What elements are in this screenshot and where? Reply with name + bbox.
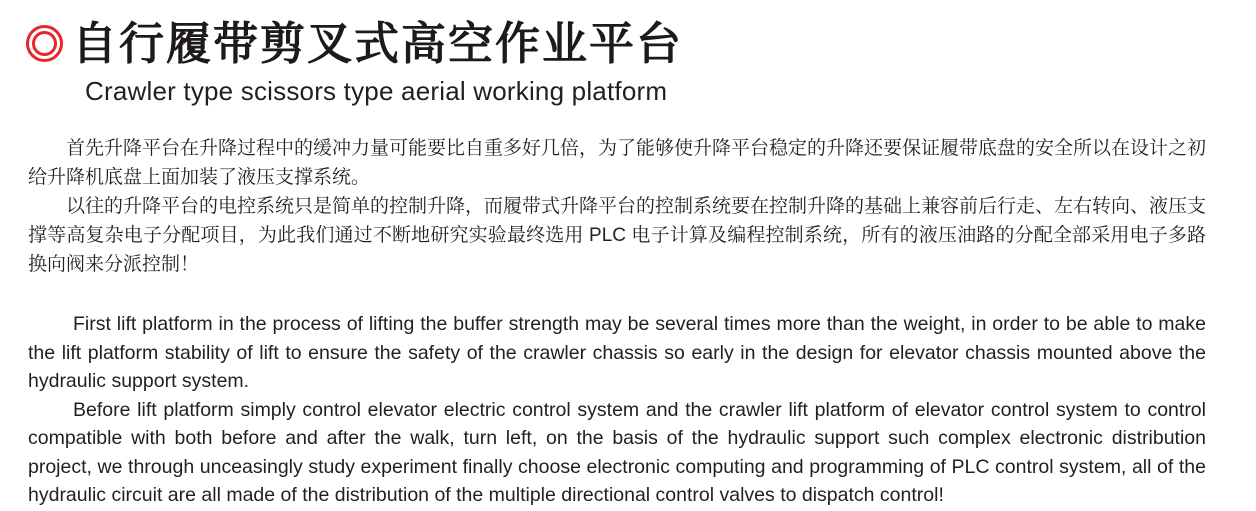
double-circle-icon-inner [32, 31, 57, 56]
title-row [0, 0, 1256, 67]
chinese-paragraphs [28, 134, 1206, 279]
double-circle-icon [26, 25, 63, 62]
english-paragraph-2: Before lift platform simply control elevator electric control system and the crawler lift platform of elevator control system to control compatible with both before and after the walk, turn left, on the basis of the hydraulic support such complex electronic distribution project, we through unceasingly study experiment finally choose electronic computing and programming of PLC control system, all of the hydraulic circuit are all made of the distribution of the multiple directional control valves to dispatch control! [28, 398, 1206, 507]
english-paragraphs [28, 310, 1206, 510]
english-paragraph-1: First lift platform in the process of lifting the buffer strength may be several times more than the weight, in order to be able to make the lift platform stability of lift to ensure the safety of the crawler chassis so early in the design for elevator chassis mounted above the hydraulic support system. [28, 313, 1206, 393]
chinese-paragraph-1: 首先升降平台在升降过程中的缓冲力量可能要比自重多好几倍，为了能够使升降平台稳定的升降还要保证履带底盘的安全所以在设计之初给升降机底盘上面加装了液压支撑系统。 [28, 138, 1207, 189]
body-text [28, 134, 1206, 510]
page-title-chinese: 自行履带剪叉式高空作业平台 [72, 18, 684, 69]
page-title-english: Crawler type scissors type aerial working platform [85, 76, 668, 107]
chinese-paragraph-2: 以往的升降平台的电控系统只是简单的控制升降，而履带式升降平台的控制系统要在控制升降的基础上兼容前后行走、左右转向、液压支撑等高复杂电子分配项目，为此我们通过不断地研究实验最终选用 PLC 电子计算及编程控制系统，所有的液压油路的分配全部采用电子多路换向阀来分派控制！ [28, 196, 1207, 276]
